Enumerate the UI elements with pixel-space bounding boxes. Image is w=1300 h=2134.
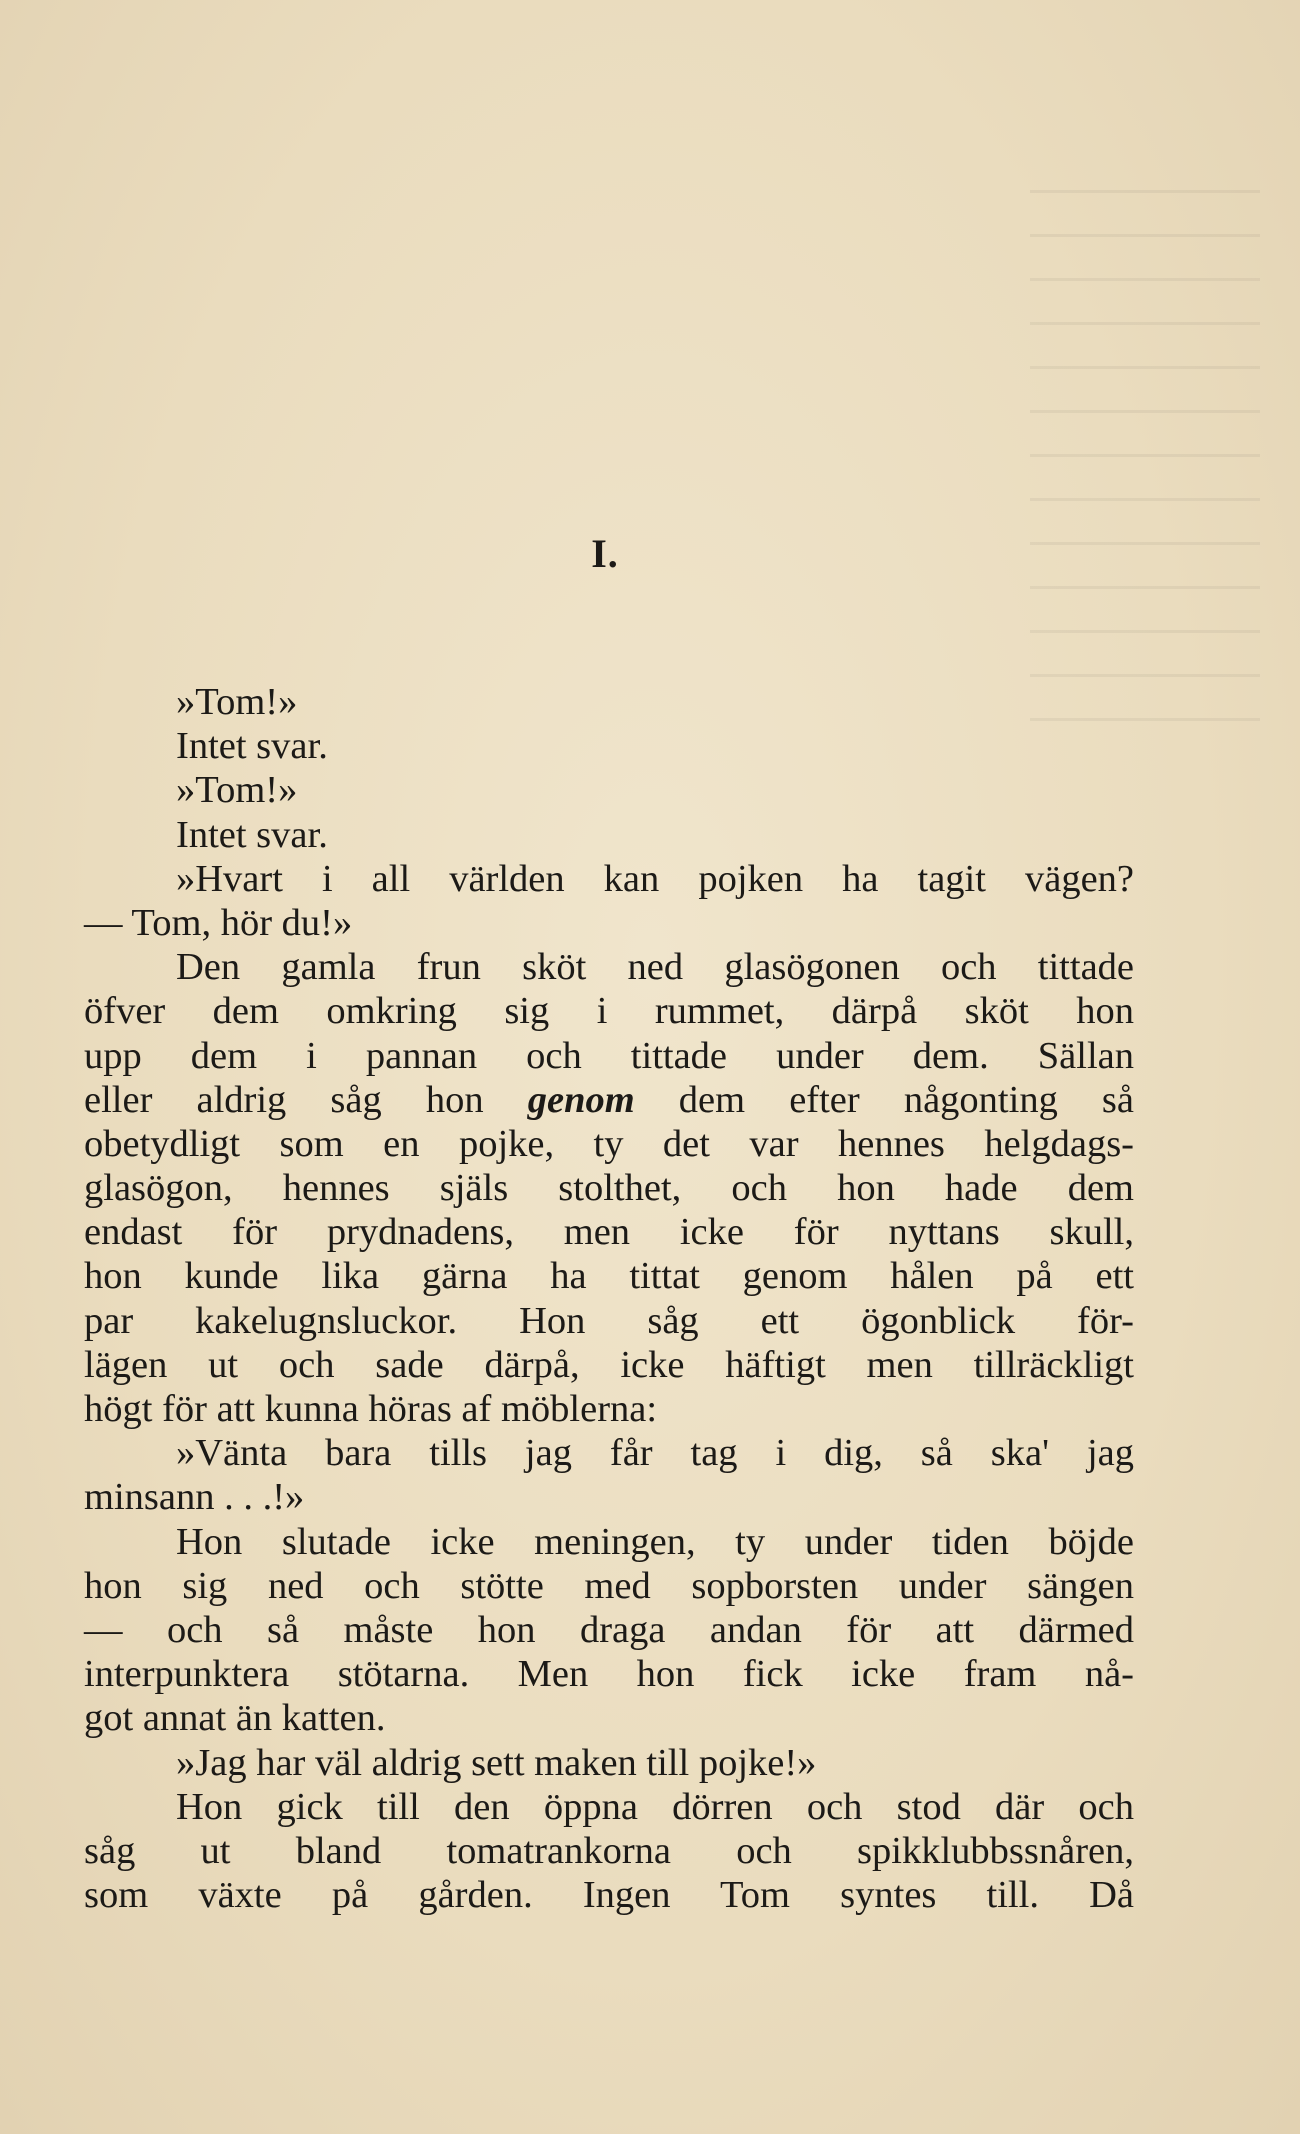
text-line: Intet svar. xyxy=(176,725,328,768)
text-line: såg ut bland tomatrankorna och spikklubbssnåren, xyxy=(84,1829,1134,1872)
text-line: Intet svar. xyxy=(176,813,328,856)
chapter-heading: I. xyxy=(591,531,619,576)
text-line: lägen ut och sade därpå, icke häftigt men tillräckligt xyxy=(84,1343,1134,1386)
text-line: hon sig ned och stötte med sopborsten under sängen xyxy=(84,1564,1134,1607)
show-through-text xyxy=(1030,190,1260,750)
text-line: öfver dem omkring sig i rummet, därpå sköt hon xyxy=(84,990,1134,1033)
text-line: got annat än katten. xyxy=(84,1697,386,1740)
text-line: »Jag har väl aldrig sett maken till pojke!» xyxy=(176,1741,817,1784)
text-line: hon kunde lika gärna ha tittat genom hålen på ett xyxy=(84,1255,1134,1298)
text-line: eller aldrig såg hon genom dem efter någonting så xyxy=(84,1078,1134,1121)
text-line: — och så måste hon draga andan för att därmed xyxy=(84,1608,1134,1651)
text-line: »Tom!» xyxy=(176,769,298,812)
text-line: upp dem i pannan och tittade under dem. Sällan xyxy=(84,1034,1134,1077)
text-line: Hon slutade icke meningen, ty under tiden böjde xyxy=(176,1520,1134,1563)
body-text xyxy=(84,680,1134,1917)
text-line: — Tom, hör du!» xyxy=(84,901,353,944)
text-line: endast för prydnadens, men icke för nyttans skull, xyxy=(84,1211,1134,1254)
text-line: interpunktera stötarna. Men hon fick icke fram nå- xyxy=(84,1653,1134,1696)
text-line: Hon gick till den öppna dörren och stod där och xyxy=(176,1785,1134,1828)
text-line: »Hvart i all världen kan pojken ha tagit vägen? xyxy=(176,857,1134,900)
text-line: som växte på gården. Ingen Tom syntes till. Då xyxy=(84,1874,1134,1917)
text-line: glasögon, hennes själs stolthet, och hon hade dem xyxy=(84,1167,1134,1210)
text-line: minsann . . .!» xyxy=(84,1476,305,1519)
text-line: obetydligt som en pojke, ty det var hennes helgdags- xyxy=(84,1122,1134,1165)
text-line: »Vänta bara tills jag får tag i dig, så ska' jag xyxy=(176,1432,1134,1475)
text-line: par kakelugnsluckor. Hon såg ett ögonblick för- xyxy=(84,1299,1134,1342)
text-line: Den gamla frun sköt ned glasögonen och tittade xyxy=(176,946,1134,989)
emphasis-text: genom xyxy=(527,1078,635,1121)
text-line: »Tom!» xyxy=(176,681,298,723)
text-line: högt för att kunna höras af möblerna: xyxy=(84,1388,658,1430)
